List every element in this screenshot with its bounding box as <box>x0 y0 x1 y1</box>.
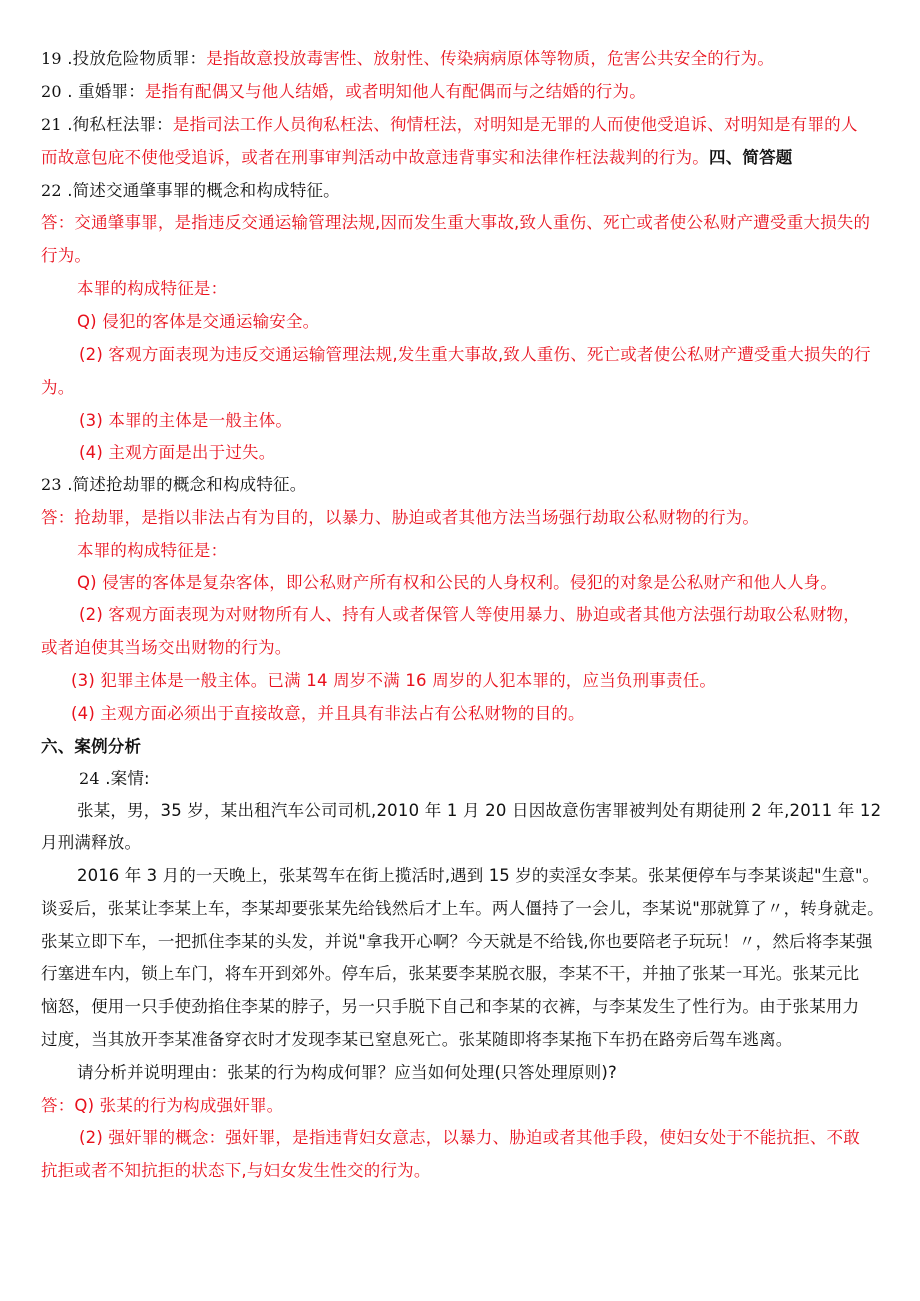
feature-item: Q) 侵害的客体是复杂客体，即公私财产所有权和公民的人身权利。侵犯的对象是公私财产和他人人身。 <box>77 573 838 592</box>
item-19 <box>41 48 774 70</box>
item-24 <box>79 768 150 790</box>
case-label: .案情: <box>99 769 150 788</box>
answer-line: 答：抢劫罪，是指以非法占有为目的，以暴力、胁迫或者其他方法当场强行劫取公私财物的行为。 <box>41 508 760 527</box>
feature-item: Q) 侵犯的客体是交通运输安全。 <box>77 312 320 331</box>
case-paragraph-1-continued: 月刑满释放。 <box>41 833 142 852</box>
section-heading-6: 六、案例分析 <box>41 737 142 756</box>
feature-item: (3) 本罪的主体是一般主体。 <box>79 411 293 430</box>
term-label: . 重婚罪： <box>61 82 145 101</box>
feature-item: (2) 客观方面表现为对财物所有人、持有人或者保管人等使用暴力、胁迫或者其他方法强行劫取公私财物， <box>79 605 860 624</box>
case-answer-1: 答：Q) 张某的行为构成强奸罪。 <box>41 1096 284 1115</box>
question-text: .简述抢劫罪的概念和构成特征。 <box>61 475 307 494</box>
item-20 <box>41 81 646 103</box>
features-intro: 本罪的构成特征是： <box>77 541 228 560</box>
section-heading-4: 四、简答题 <box>709 148 793 167</box>
feature-item: (4) 主观方面是出于过失。 <box>79 443 276 462</box>
item-number: 23 <box>41 475 62 494</box>
case-paragraph-2-line: 恼怒，便用一只手使劲掐住李某的脖子，另一只手脱下自己和李某的衣裤，与李某发生了性行为。由于张某用力 <box>41 997 860 1016</box>
case-paragraph-2-line: 张某立即下车，一把抓住李某的头发，并说"拿我开心啊？今天就是不给钱,你也要陪老子玩玩！〃，然后将李某强 <box>41 932 873 951</box>
item-23 <box>41 474 306 496</box>
feature-item: (2) 客观方面表现为违反交通运输管理法规,发生重大事故,致人重伤、死亡或者使公私财产遭受重大损失的行 <box>79 345 871 364</box>
case-answer-2-continued: 抗拒或者不知抗拒的状态下,与妇女发生性交的行为。 <box>41 1161 431 1180</box>
question-text: .简述交通肇事罪的概念和构成特征。 <box>61 181 340 200</box>
item-number: 19 <box>41 49 62 68</box>
case-paragraph-2: 2016 年 3 月的一天晚上，张某驾车在街上揽活时,遇到 15 岁的卖淫女李某。张某便停车与李某谈起"生意"。 <box>77 866 880 885</box>
term-label: .徇私枉法罪： <box>61 115 173 134</box>
item-22 <box>41 180 340 202</box>
term-label: .投放危险物质罪： <box>61 49 207 68</box>
features-intro: 本罪的构成特征是： <box>77 279 228 298</box>
answer-text: 而故意包庇不使他受追诉，或者在刑事审判活动中故意违背事实和法律作枉法裁判的行为。 <box>41 148 709 167</box>
feature-item: (3) 犯罪主体是一般主体。已满 14 周岁不满 16 周岁的人犯本罪的，应当负刑事责任。 <box>71 671 717 690</box>
feature-item-continued: 或者迫使其当场交出财物的行为。 <box>41 638 292 657</box>
answer-line: 答：交通肇事罪，是指违反交通运输管理法规,因而发生重大事故,致人重伤、死亡或者使公私财产遭受重大损失的 <box>41 213 871 232</box>
answer-text: 是指司法工作人员徇私枉法、徇情枉法，对明知是无罪的人而使他受追诉、对明知是有罪的人 <box>172 115 858 134</box>
feature-item-continued: 为。 <box>41 378 75 397</box>
item-number: 20 <box>41 82 62 101</box>
case-question: 请分析并说明理由：张某的行为构成何罪？应当如何处理(只答处理原则)? <box>77 1063 617 1082</box>
case-paragraph-2-line: 谈妥后，张某让李某上车，李某却要张某先给钱然后才上车。两人僵持了一会儿，李某说"那就算了〃，转身就走。 <box>41 899 884 918</box>
item-21 <box>41 114 858 136</box>
case-paragraph-2-line: 行塞进车内，锁上车门，将车开到郊外。停车后，张某要李某脱衣服，李某不干，并抽了张某一耳光。张某元比 <box>41 964 860 983</box>
case-paragraph-2-line: 过度，当其放开李某准备穿衣时才发现李某已窒息死亡。张某随即将李某拖下车扔在路旁后驾车逃离。 <box>41 1030 793 1049</box>
answer-line: 行为。 <box>41 246 92 265</box>
case-answer-2: (2) 强奸罪的概念：强奸罪，是指违背妇女意志，以暴力、胁迫或者其他手段，使妇女处于不能抗拒、不敢 <box>79 1128 860 1147</box>
item-21-continued <box>41 147 793 169</box>
item-number: 24 <box>79 769 100 788</box>
case-paragraph-1: 张某，男，35 岁，某出租汽车公司司机,2010 年 1 月 20 日因故意伤害罪被判处有期徒刑 2 年,2011 年 12 <box>77 801 882 820</box>
answer-text: 是指故意投放毒害性、放射性、传染病病原体等物质，危害公共安全的行为。 <box>206 49 775 68</box>
item-number: 21 <box>41 115 62 134</box>
item-number: 22 <box>41 181 62 200</box>
answer-text: 是指有配偶又与他人结婚，或者明知他人有配偶而与之结婚的行为。 <box>144 82 646 101</box>
feature-item: (4) 主观方面必须出于直接故意，并且具有非法占有公私财物的目的。 <box>71 704 585 723</box>
